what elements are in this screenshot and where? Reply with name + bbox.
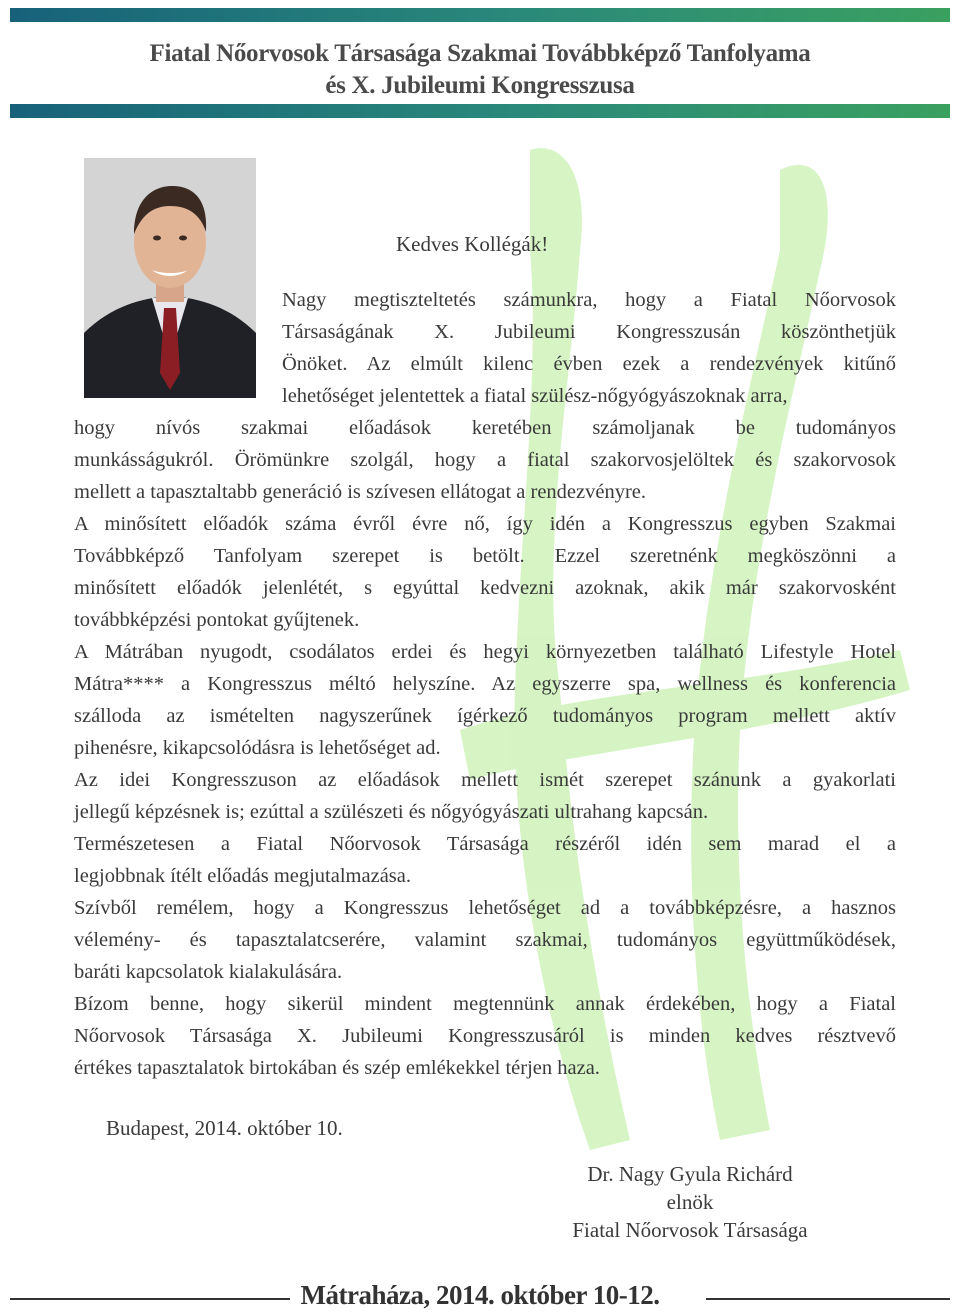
author-photo — [84, 158, 256, 398]
body-line: Továbbképző Tanfolyam szerepet is betölt. Ezzel szeretnénk megköszönni a — [74, 545, 896, 567]
body-line: szálloda az ismételten nagyszerűnek ígérkező tudományos program mellett aktív — [74, 705, 896, 727]
body-line: vélemény- és tapasztalatcserére, valamint szakmai, tudományos együttműködések, — [74, 929, 896, 951]
footer-venue-date: Mátraháza, 2014. október 10-12. — [300, 1280, 660, 1310]
body-line: munkásságukról. Örömünkre szolgál, hogy a fiatal szakorvosjelöltek és szakorvosok — [74, 449, 896, 471]
body-line: hogy nívós szakmai előadások keretében számoljanak be tudományos — [74, 417, 896, 439]
intro-line-3: Önöket. Az elmúlt kilenc évben ezek a rendezvények kitűnő — [282, 353, 896, 375]
intro-line-1: Nagy megtiszteltetés számunkra, hogy a Fiatal Nőorvosok — [282, 289, 896, 311]
page-title — [0, 38, 960, 102]
title-line-1: Fiatal Nőorvosok Társasága Szakmai Továbbképző Tanfolyama — [149, 40, 811, 67]
body-line: A Mátrában nyugodt, csodálatos erdei és hegyi környezetben található Lifestyle Hotel — [74, 641, 896, 663]
greeting: Kedves Kollégák! — [396, 232, 549, 256]
title-line-2: és X. Jubileumi Kongresszusa — [325, 72, 635, 99]
body-line: A minősített előadók száma évről évre nő, így idén a Kongresszus egyben Szakmai — [74, 513, 896, 535]
footer-rule-right — [706, 1298, 950, 1300]
portrait-image — [84, 158, 256, 398]
letter-body — [74, 412, 896, 1084]
body-line: továbbképzési pontokat gyűjtenek. — [74, 609, 360, 631]
signer-role: elnök — [666, 1190, 714, 1214]
intro-line-4: lehetőséget jelentettek a fiatal szülész-nőgyógyászoknak arra, — [282, 385, 788, 407]
letter-date: Budapest, 2014. október 10. — [106, 1116, 343, 1140]
body-line: Bízom benne, hogy sikerül mindent megtennünk annak érdekében, hogy a Fiatal — [74, 993, 896, 1015]
body-line: Természetesen a Fiatal Nőorvosok Társasága részéről idén sem marad el a — [74, 833, 896, 855]
body-line: Mátra**** a Kongresszus méltó helyszíne. Az egyszerre spa, wellness és konferencia — [74, 673, 896, 695]
body-line: jellegű képzésnek is; ezúttal a szülészeti és nőgyógyászati ultrahang kapcsán. — [74, 801, 709, 823]
body-line: legjobbnak ítélt előadás megjutalmazása. — [74, 865, 411, 887]
body-line: Az idei Kongresszuson az előadások mellett ismét szerepet szánunk a gyakorlati — [74, 769, 896, 791]
signer-name: Dr. Nagy Gyula Richárd — [587, 1162, 793, 1186]
body-line: baráti kapcsolatok kialakulására. — [74, 961, 343, 983]
header-bar-bottom — [10, 104, 950, 118]
body-line: mellett a tapasztaltabb generáció is szívesen ellátogat a rendezvényre. — [74, 481, 647, 503]
body-line: Szívből remélem, hogy a Kongresszus lehetőséget ad a továbbképzésre, a hasznos — [74, 897, 896, 919]
body-line: pihenésre, kikapcsolódásra is lehetőséget ad. — [74, 737, 441, 759]
intro-line-2: Társaságának X. Jubileumi Kongresszusán köszönthetjük — [282, 321, 896, 343]
body-line: minősített előadók jelenlétét, s egyúttal kedvezni azoknak, akik már szakorvosként — [74, 577, 896, 599]
signature-block — [540, 1160, 840, 1244]
body-line: értékes tapasztalatok birtokában és szép emlékekkel térjen haza. — [74, 1057, 600, 1079]
header-bar-top — [10, 8, 950, 22]
body-line: Nőorvosok Társasága X. Jubileumi Kongresszusáról is minden kedves résztvevő — [74, 1025, 896, 1047]
signer-org: Fiatal Nőorvosok Társasága — [572, 1218, 808, 1242]
